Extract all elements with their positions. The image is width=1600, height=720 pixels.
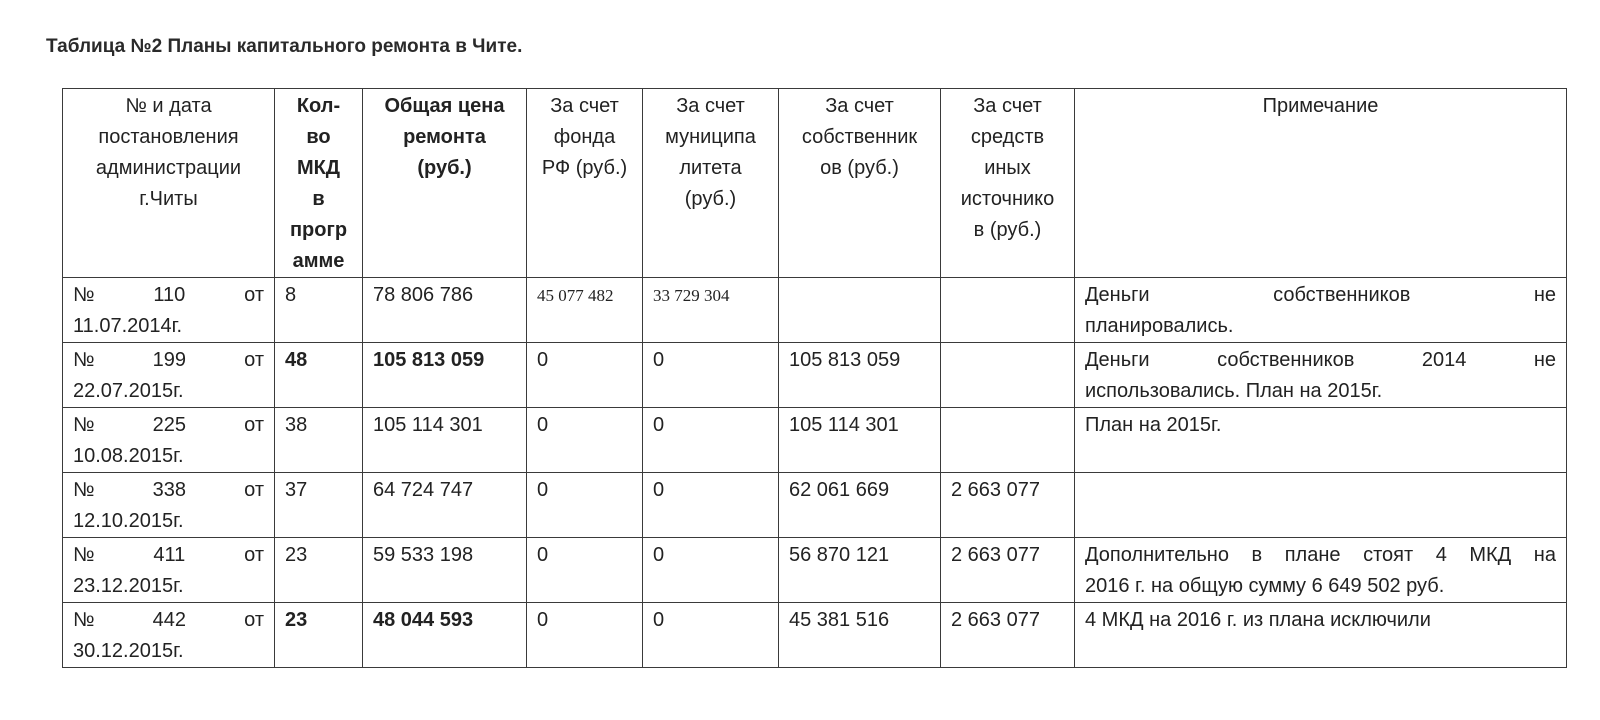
header-count: [275, 89, 363, 278]
cell-owners: 62 061 669: [779, 473, 941, 538]
cell-note: [1075, 538, 1567, 603]
document-date: 10.08.2015г.: [73, 445, 184, 467]
note-line: 2016 г. на общую сумму 6 649 502 руб.: [1085, 575, 1445, 597]
document-date: 23.12.2015г.: [73, 575, 184, 597]
note-word: МКД: [1469, 544, 1512, 566]
header-line: Общая цена: [384, 95, 505, 117]
note-word: собственников: [1273, 284, 1411, 306]
cell-note: [1075, 278, 1567, 343]
cell-count: 23: [275, 538, 363, 603]
note-line: План на 2015г.: [1085, 414, 1222, 436]
note-line: [1085, 540, 1556, 571]
document-number-line: [73, 605, 264, 636]
cell-fund: 0: [527, 408, 643, 473]
header-line: средств: [970, 126, 1045, 148]
cell-note: [1075, 343, 1567, 408]
document-number-line: [73, 345, 264, 376]
cell-document: [63, 603, 275, 668]
cell-total: 105 114 301: [363, 408, 527, 473]
cell-count: 37: [275, 473, 363, 538]
table-row: [63, 603, 1567, 668]
note-word: стоят: [1363, 544, 1414, 566]
cell-municipal: 0: [643, 603, 779, 668]
document-word: 338: [152, 479, 186, 501]
cell-count: 23: [275, 603, 363, 668]
header-line: муниципа: [665, 126, 756, 148]
cell-count: 8: [275, 278, 363, 343]
document-word: №: [73, 544, 95, 566]
cell-other: [941, 343, 1075, 408]
document-word: 110: [153, 284, 186, 306]
cell-municipal: 0: [643, 408, 779, 473]
header-line: амме: [292, 250, 345, 272]
cell-owners: [779, 278, 941, 343]
cell-document: [63, 408, 275, 473]
cell-document: [63, 278, 275, 343]
header-fund: [527, 89, 643, 278]
note-line: 4 МКД на 2016 г. из плана исключили: [1085, 609, 1431, 631]
header-municipal: [643, 89, 779, 278]
document-word: 225: [152, 414, 186, 436]
header-line: № и дата: [125, 95, 212, 117]
note-word: Дополнительно: [1085, 544, 1229, 566]
document-date: 12.10.2015г.: [73, 510, 184, 532]
cell-municipal: 0: [643, 473, 779, 538]
document-date: 30.12.2015г.: [73, 640, 184, 662]
document-word: от: [244, 544, 264, 566]
table-row: [63, 538, 1567, 603]
cell-fund: 0: [527, 473, 643, 538]
cell-note: [1075, 473, 1567, 538]
cell-fund: 0: [527, 603, 643, 668]
cell-total: 48 044 593: [363, 603, 527, 668]
note-word: 2014: [1421, 349, 1467, 371]
header-line: собственник: [801, 126, 918, 148]
note-line: [1085, 345, 1556, 376]
header-line: За счет: [550, 95, 619, 117]
document-word: №: [73, 414, 95, 436]
header-line: администрации: [95, 157, 242, 179]
note-word: плане: [1284, 544, 1341, 566]
header-line: РФ (руб.): [541, 157, 628, 179]
document-word: №: [73, 284, 95, 306]
document-word: №: [73, 349, 95, 371]
header-line: источнико: [960, 188, 1055, 210]
repair-plans-table: [62, 88, 1567, 668]
cell-owners: 45 381 516: [779, 603, 941, 668]
header-line: в (руб.): [973, 219, 1042, 241]
page-title: Таблица №2 Планы капитального ремонта в Чите.: [46, 36, 523, 57]
cell-other: 2 663 077: [941, 603, 1075, 668]
cell-total: 78 806 786: [363, 278, 527, 343]
document-word: от: [244, 479, 264, 501]
cell-owners: 105 114 301: [779, 408, 941, 473]
header-line: ов (руб.): [820, 157, 899, 179]
cell-owners: 105 813 059: [779, 343, 941, 408]
header-line: Примечание: [1262, 95, 1379, 117]
note-word: Деньги: [1085, 349, 1150, 371]
note-line: планировались.: [1085, 315, 1234, 337]
header-note: [1075, 89, 1567, 278]
cell-note: [1075, 408, 1567, 473]
note-line: использовались. План на 2015г.: [1085, 380, 1383, 402]
cell-municipal: 0: [643, 343, 779, 408]
cell-municipal: 0: [643, 538, 779, 603]
header-line: За счет: [676, 95, 745, 117]
cell-document: [63, 538, 275, 603]
header-line: иных: [984, 157, 1031, 179]
cell-note: [1075, 603, 1567, 668]
cell-other: [941, 278, 1075, 343]
note-word: Деньги: [1085, 284, 1150, 306]
cell-other: [941, 408, 1075, 473]
header-line: прогр: [289, 219, 348, 241]
note-word: на: [1533, 544, 1556, 566]
header-line: ремонта: [403, 126, 486, 148]
document-word: №: [73, 479, 95, 501]
header-line: постановления: [98, 126, 239, 148]
header-line: За счет: [825, 95, 894, 117]
table-row: [63, 278, 1567, 343]
cell-total: 105 813 059: [363, 343, 527, 408]
cell-municipal: 33 729 304: [643, 278, 779, 343]
note-word: не: [1533, 284, 1556, 306]
header-line: г.Читы: [139, 188, 198, 210]
document-number-line: [73, 475, 264, 506]
document-word: №: [73, 609, 95, 631]
header-total: [363, 89, 527, 278]
note-word: собственников: [1217, 349, 1355, 371]
document-date: 22.07.2015г.: [73, 380, 184, 402]
header-owners: [779, 89, 941, 278]
document-word: от: [244, 349, 264, 371]
note-word: не: [1533, 349, 1556, 371]
cell-document: [63, 473, 275, 538]
note-line: [1085, 280, 1556, 311]
header-document: [63, 89, 275, 278]
document-word: 411: [153, 544, 186, 566]
header-line: За счет: [973, 95, 1042, 117]
document-word: от: [244, 284, 264, 306]
cell-count: 38: [275, 408, 363, 473]
cell-fund: 0: [527, 538, 643, 603]
document-number-line: [73, 280, 264, 311]
note-word: 4: [1435, 544, 1447, 566]
note-word: в: [1251, 544, 1263, 566]
cell-fund: 45 077 482: [527, 278, 643, 343]
document-number-line: [73, 540, 264, 571]
header-line: (руб.): [684, 188, 737, 210]
header-line: фонда: [553, 126, 616, 148]
header-line: МКД: [296, 157, 341, 179]
header-line: Кол-: [296, 95, 341, 117]
header-line: литета: [679, 157, 742, 179]
document-number-line: [73, 410, 264, 441]
document-word: 442: [152, 609, 186, 631]
cell-fund: 0: [527, 343, 643, 408]
document-word: от: [244, 414, 264, 436]
cell-other: 2 663 077: [941, 473, 1075, 538]
cell-owners: 56 870 121: [779, 538, 941, 603]
cell-total: 64 724 747: [363, 473, 527, 538]
cell-document: [63, 343, 275, 408]
cell-other: 2 663 077: [941, 538, 1075, 603]
header-line: (руб.): [417, 157, 472, 179]
table-row: [63, 473, 1567, 538]
document-date: 11.07.2014г.: [73, 315, 183, 337]
table-row: [63, 343, 1567, 408]
cell-count: 48: [275, 343, 363, 408]
table-row: [63, 408, 1567, 473]
header-line: во: [306, 126, 331, 148]
document-word: 199: [152, 349, 186, 371]
header-other: [941, 89, 1075, 278]
header-line: в: [312, 188, 325, 210]
cell-total: 59 533 198: [363, 538, 527, 603]
table-header-row: [63, 89, 1567, 278]
document-word: от: [244, 609, 264, 631]
